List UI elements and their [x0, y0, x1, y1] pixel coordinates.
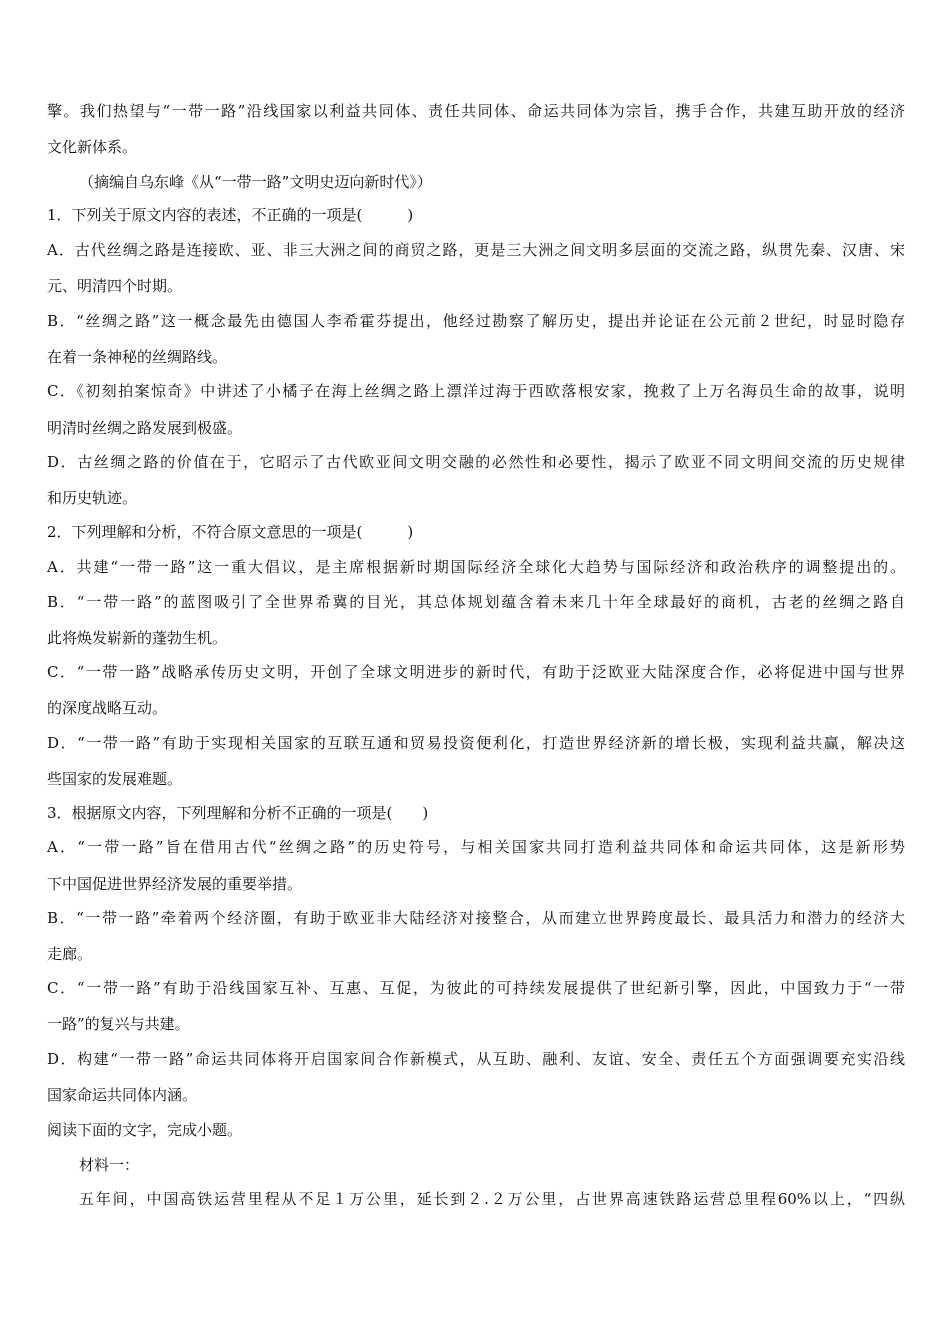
q2-option-d-line-2: 些国家的发展难题。 [47, 770, 183, 788]
q1-option-b-line-2: 在着一条神秘的丝绸路线。 [47, 348, 228, 366]
q3-option-a-line-1: A．“一带一路”旨在借用古代“丝绸之路”的历史符号，与相关国家共同打造利益共同体和命运共同体，这是新形势 [47, 838, 905, 856]
question-3-stem: 3．根据原文内容，下列理解和分析不正确的一项是( ) [47, 804, 429, 822]
q2-option-a-line-1: A．共建“一带一路”这一重大倡议，是主席根据新时期国际经济全球化大趋势与国际经济和政治秩序的调整提出的。 [47, 558, 905, 576]
q3-option-d-line-2: 国家命运共同体内涵。 [47, 1086, 198, 1104]
q1-option-b-line-1: B．“丝绸之路”这一概念最先由德国人李希霍芬提出，他经过勘察了解历史，提出并论证在公元前２世纪，时显时隐存 [47, 312, 905, 330]
q1-option-a-line-2: 元、明清四个时期。 [47, 277, 183, 295]
q1-option-c-line-1: C．《初刻拍案惊奇》中讲述了小橘子在海上丝绸之路上漂洋过海于西欧落根安家，挽救了上万名海员生命的故事，说明 [47, 382, 905, 400]
material-title: 材料一： [79, 1156, 140, 1174]
q1-option-d-line-1: D．古丝绸之路的价值在于，它昭示了古代欧亚间文明交融的必然性和必要性，揭示了欧亚不同文明间交流的历史规律 [47, 453, 905, 471]
q3-option-a-line-2: 下中国促进世界经济发展的重要举措。 [47, 875, 303, 893]
q2-option-b-line-1: B．“一带一路”的蓝图吸引了全世界希冀的目光，其总体规划蕴含着未来几十年全球最好的商机，古老的丝绸之路自 [47, 593, 905, 611]
question-2-stem: 2．下列理解和分析，不符合原文意思的一项是( ) [47, 523, 414, 541]
q2-option-c-line-1: C．“一带一路”战略承传历史文明，开创了全球文明进步的新时代，有助于泛欧亚大陆深度合作，必将促进中国与世界 [47, 663, 905, 681]
q2-option-c-line-2: 的深度战略互动。 [47, 699, 168, 717]
question-1-stem: 1．下列关于原文内容的表述，不正确的一项是( ) [47, 206, 414, 224]
q3-option-b-line-2: 走廊。 [47, 945, 93, 963]
q2-option-d-line-1: D．“一带一路”有助于实现相关国家的互联互通和贸易投资便利化，打造世界经济新的增长极，实现利益共赢，解决这 [47, 734, 905, 752]
q1-option-a-line-1: A．古代丝绸之路是连接欧、亚、非三大洲之间的商贸之路，更是三大洲之间文明多层面的交流之路，纵贯先秦、汉唐、宋 [47, 241, 905, 259]
intro-line-1: 擎。我们热望与“一带一路”沿线国家以利益共同体、责任共同体、命运共同体为宗旨，携手合作，共建互助开放的经济 [47, 102, 905, 120]
reading-instruction: 阅读下面的文字，完成小题。 [47, 1121, 243, 1139]
q2-option-b-line-2: 此将焕发崭新的蓬勃生机。 [47, 629, 228, 647]
source-citation: （摘编自乌东峰《从“一带一路”文明史迈向新时代》） [79, 173, 432, 191]
q1-option-c-line-2: 明清时丝绸之路发展到极盛。 [47, 419, 243, 437]
q1-option-d-line-2: 和历史轨迹。 [47, 489, 138, 507]
q3-option-c-line-2: 一路”的复兴与共建。 [47, 1015, 190, 1033]
material-line-1: 五年间，中国高铁运营里程从不足１万公里，延长到２.２万公里，占世界高速铁路运营总里程60%以上，“四纵 [79, 1190, 905, 1208]
q3-option-d-line-1: D．构建“一带一路”命运共同体将开启国家间合作新模式，从互助、融利、友谊、安全、责任五个方面强调要充实沿线 [47, 1050, 905, 1068]
q3-option-c-line-1: C．“一带一路”有助于沿线国家互补、互惠、互促，为彼此的可持续发展提供了世纪新引擎，因此，中国致力于“一带 [47, 979, 905, 997]
q3-option-b-line-1: B．“一带一路”牵着两个经济圈，有助于欧亚非大陆经济对接整合，从而建立世界跨度最长、最具活力和潜力的经济大 [47, 909, 905, 927]
intro-line-2: 文化新体系。 [47, 138, 138, 156]
